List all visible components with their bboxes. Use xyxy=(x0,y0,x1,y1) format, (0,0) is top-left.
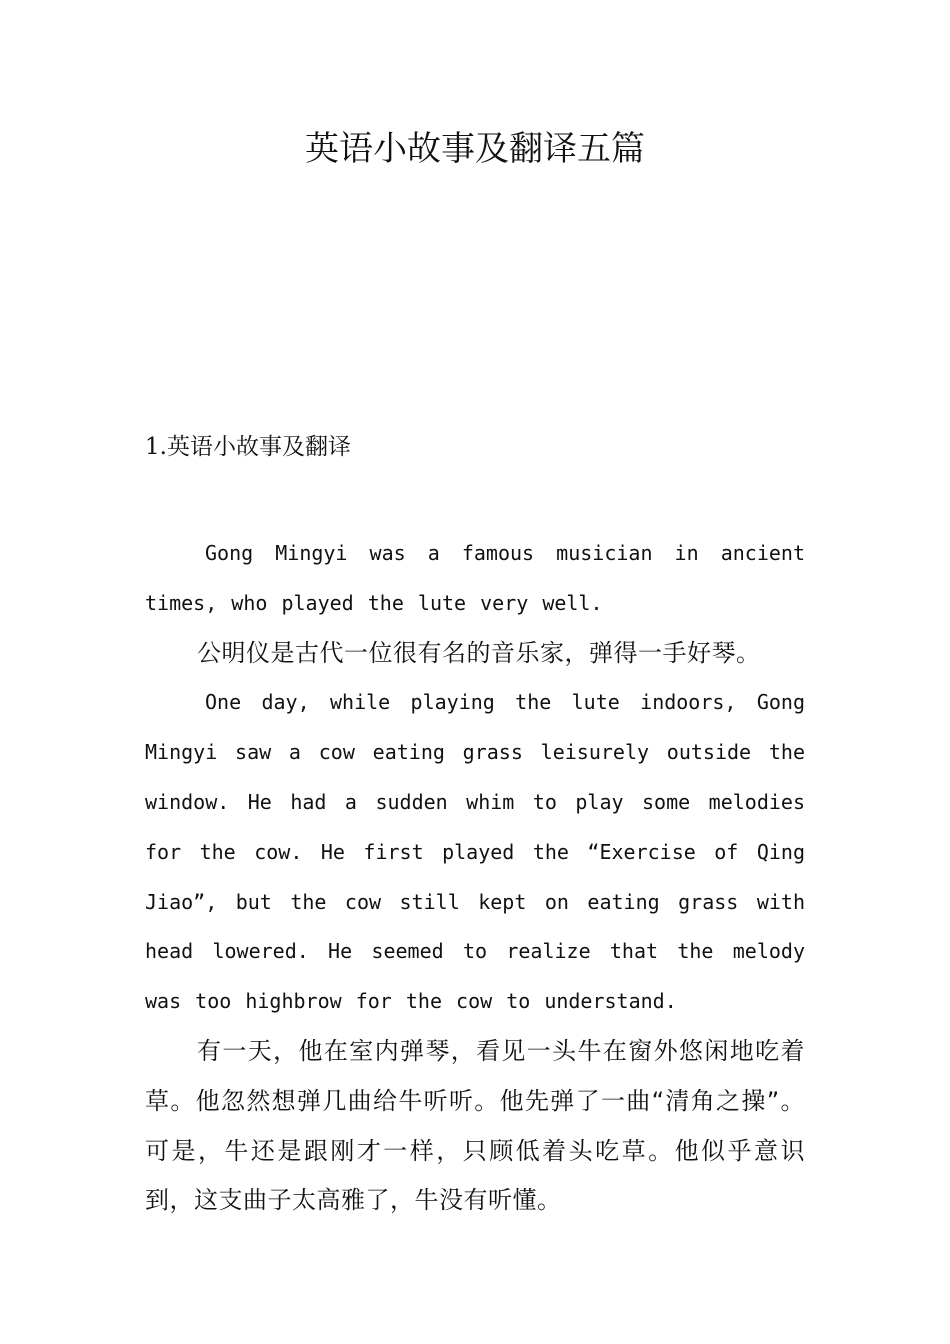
document-title: 英语小故事及翻译五篇 xyxy=(305,129,645,169)
english-paragraph: Gong Mingyi was a famous musician in ancient times, who played the lute very well. xyxy=(145,541,805,615)
story-body xyxy=(145,529,805,1226)
english-paragraph: One day, while playing the lute indoors, Gong Mingyi saw a cow eating grass leisurely outside the window. He had a sudden whim to play some melodies for the cow. He first played the “Exercise of Qing Jiao”, but the cow still kept on eating grass with head lowered. He seemed to realize that the melody was too highbrow for the cow to understand. xyxy=(145,690,805,1014)
chinese-paragraph: 公明仪是古代一位很有名的音乐家，弹得一手好琴。 xyxy=(197,638,761,667)
section-heading: 1.英语小故事及翻译 xyxy=(145,434,351,460)
chinese-paragraph: 有一天，他在室内弹琴，看见一头牛在窗外悠闲地吃着草。他忽然想弹几曲给牛听听。他先弹了一曲“清角之操”。可是，牛还是跟刚才一样，只顾低着头吃草。他似乎意识到，这支曲子太高雅了，牛没有听懂。 xyxy=(145,1036,805,1215)
